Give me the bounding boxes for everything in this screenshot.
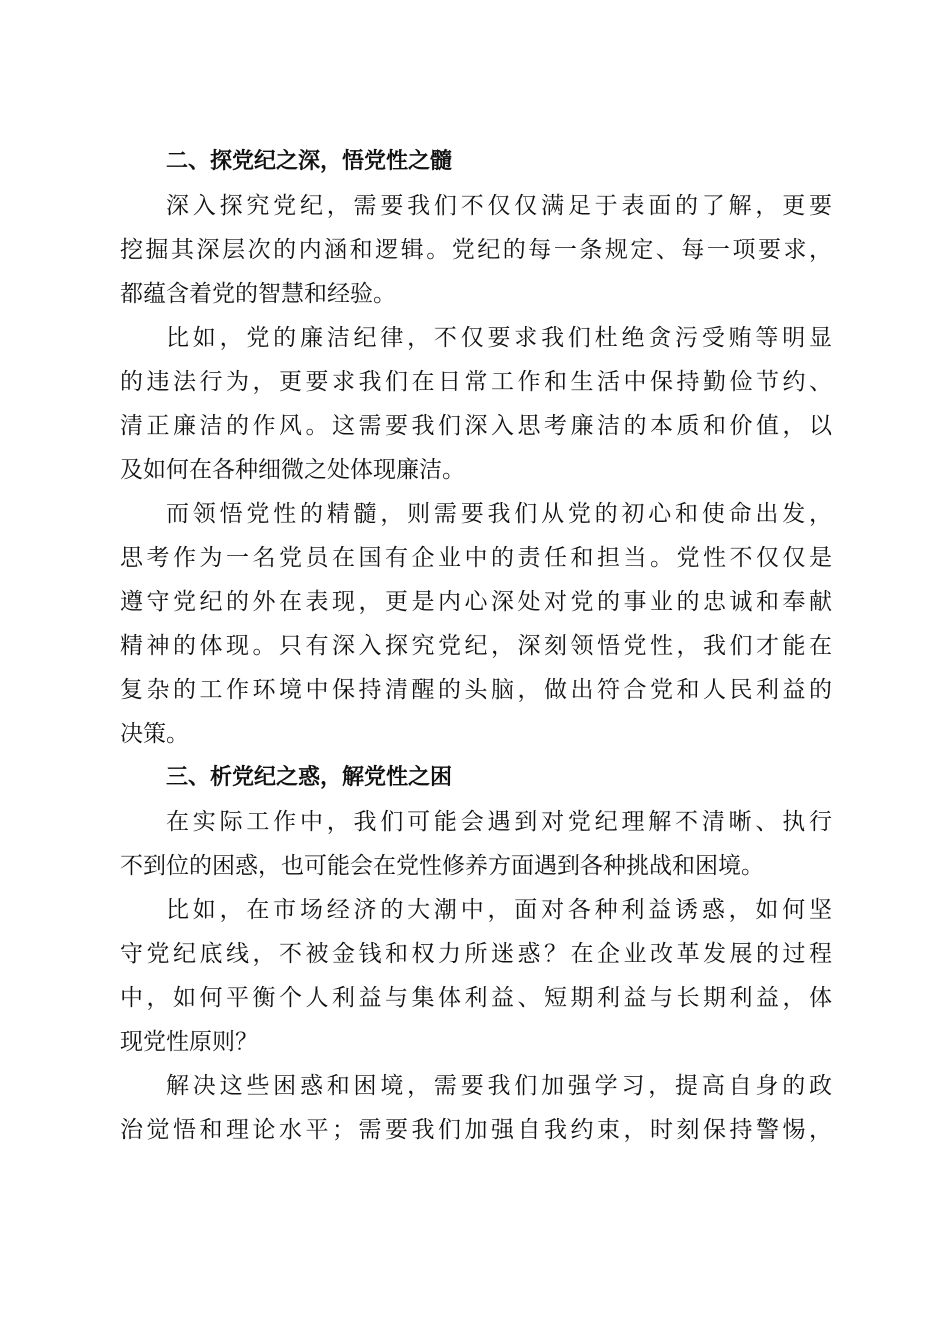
paragraph-line: 不到位的困惑，也可能会在党性修养方面遇到各种挑战和困境。 bbox=[120, 853, 764, 879]
paragraph-line: 中，如何平衡个人利益与集体利益、短期利益与长期利益，体 bbox=[120, 985, 832, 1011]
paragraph-line: 思考作为一名党员在国有企业中的责任和担当。党性不仅仅是 bbox=[120, 545, 832, 571]
paragraph bbox=[120, 184, 832, 316]
paragraph-line: 比如，党的廉洁纪律，不仅要求我们杜绝贪污受贿等明显 bbox=[166, 325, 832, 351]
paragraph bbox=[120, 492, 832, 756]
paragraph-line: 解决这些困惑和困境，需要我们加强学习，提高自身的政 bbox=[166, 1073, 832, 1099]
section-2 bbox=[120, 140, 832, 756]
paragraph-line: 守党纪底线，不被金钱和权力所迷惑？在企业改革发展的过程 bbox=[120, 941, 832, 967]
paragraph bbox=[120, 316, 832, 492]
section-heading: 二、探党纪之深，悟党性之髓 bbox=[166, 149, 453, 174]
document-body bbox=[120, 140, 832, 1152]
paragraph-line: 在实际工作中，我们可能会遇到对党纪理解不清晰、执行 bbox=[166, 809, 832, 835]
paragraph-line: 都蕴含着党的智慧和经验。 bbox=[120, 281, 396, 307]
paragraph bbox=[120, 1064, 832, 1152]
paragraph bbox=[120, 888, 832, 1064]
paragraph-line: 清正廉洁的作风。这需要我们深入思考廉洁的本质和价值，以 bbox=[120, 413, 832, 439]
paragraph-line: 的违法行为，更要求我们在日常工作和生活中保持勤俭节约、 bbox=[120, 369, 832, 395]
paragraph-line: 深入探究党纪，需要我们不仅仅满足于表面的了解，更要 bbox=[166, 193, 832, 219]
section-3 bbox=[120, 756, 832, 1152]
paragraph-line: 比如，在市场经济的大潮中，面对各种利益诱惑，如何坚 bbox=[166, 897, 832, 923]
paragraph-line: 现党性原则？ bbox=[120, 1029, 258, 1055]
paragraph-line: 挖掘其深层次的内涵和逻辑。党纪的每一条规定、每一项要求， bbox=[120, 237, 832, 263]
section-heading: 三、析党纪之惑，解党性之困 bbox=[166, 765, 453, 790]
paragraph bbox=[120, 800, 832, 888]
paragraph-line: 及如何在各种细微之处体现廉洁。 bbox=[120, 457, 465, 483]
paragraph-line: 遵守党纪的外在表现，更是内心深处对党的事业的忠诚和奉献 bbox=[120, 589, 832, 615]
paragraph-line: 治觉悟和理论水平；需要我们加强自我约束，时刻保持警惕， bbox=[120, 1117, 832, 1143]
paragraph-line: 决策。 bbox=[120, 721, 189, 747]
paragraph-line: 精神的体现。只有深入探究党纪，深刻领悟党性，我们才能在 bbox=[120, 633, 832, 659]
paragraph-line: 而领悟党性的精髓，则需要我们从党的初心和使命出发， bbox=[166, 501, 832, 527]
paragraph-line: 复杂的工作环境中保持清醒的头脑，做出符合党和人民利益的 bbox=[120, 677, 832, 703]
